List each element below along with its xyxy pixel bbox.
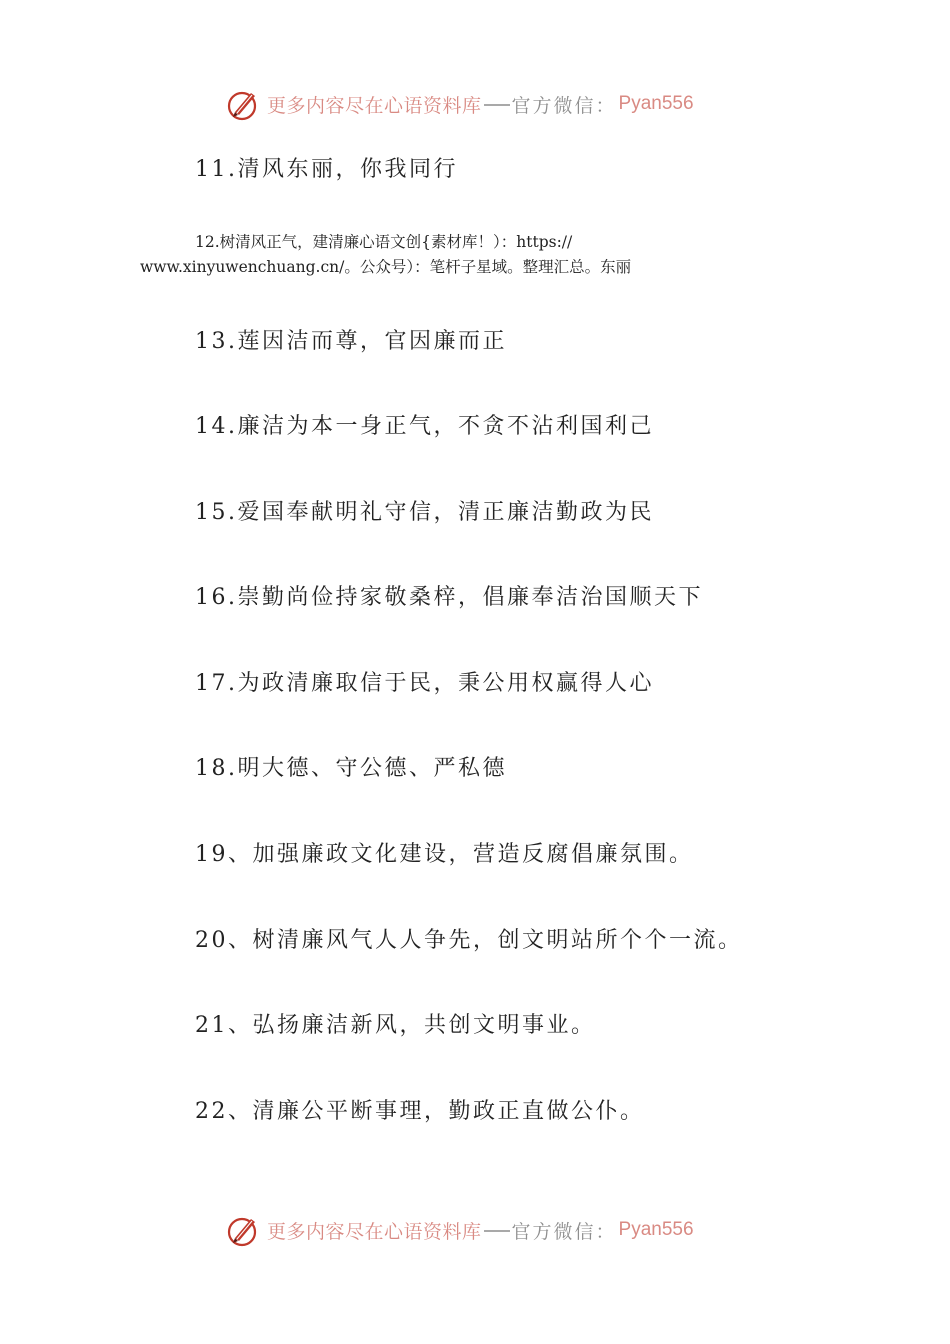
banner-contact-label: 官方微信： — [511, 1220, 617, 1243]
banner-dash — [484, 1230, 510, 1232]
slogan-line: 21、弘扬廉洁新风，共创文明事业。 — [195, 1013, 596, 1038]
source-note — [140, 230, 740, 280]
banner-brand-text: 更多内容尽在心语资料库 — [267, 94, 482, 117]
pen-nib-logo-icon — [225, 85, 263, 123]
slogan-line: 13.莲因洁而尊，官因廉而正 — [195, 329, 507, 354]
slogan-line: 16.崇勤尚俭持家敬桑梓，倡廉奉洁治国顺天下 — [195, 585, 703, 610]
slogan-line: 15.爱国奉献明礼守信，清正廉洁勤政为民 — [195, 500, 654, 525]
banner-wechat-handle: Pyan556 — [618, 1219, 694, 1240]
source-note-line-1: 12.树清风正气，建清廉心语文创{素材库！）：https:// — [195, 233, 573, 251]
pen-nib-logo-icon — [225, 1211, 263, 1249]
banner-wechat-handle: Pyan556 — [618, 93, 694, 114]
banner-dash — [484, 104, 510, 106]
slogan-line: 18.明大德、守公德、严私德 — [195, 756, 507, 781]
banner-contact-label: 官方微信： — [511, 94, 617, 117]
footer-banner — [225, 1210, 694, 1250]
banner-brand-text: 更多内容尽在心语资料库 — [267, 1220, 482, 1243]
source-note-line-2: www.xinyuwenchuang.cn/。公众号）：笔杆子星域。整理汇总。东丽 — [140, 258, 632, 276]
header-banner — [225, 84, 694, 124]
slogan-line: 17.为政清廉取信于民，秉公用权赢得人心 — [195, 671, 654, 696]
slogan-line: 19、加强廉政文化建设，营造反腐倡廉氛围。 — [195, 842, 694, 867]
slogan-line: 20、树清廉风气人人争先，创文明站所个个一流。 — [195, 928, 743, 953]
slogan-line: 22、清廉公平断事理，勤政正直做公仆。 — [195, 1099, 645, 1124]
slogan-line: 11.清风东丽，你我同行 — [195, 157, 458, 182]
slogan-line: 14.廉洁为本一身正气，不贪不沾利国利己 — [195, 414, 654, 439]
